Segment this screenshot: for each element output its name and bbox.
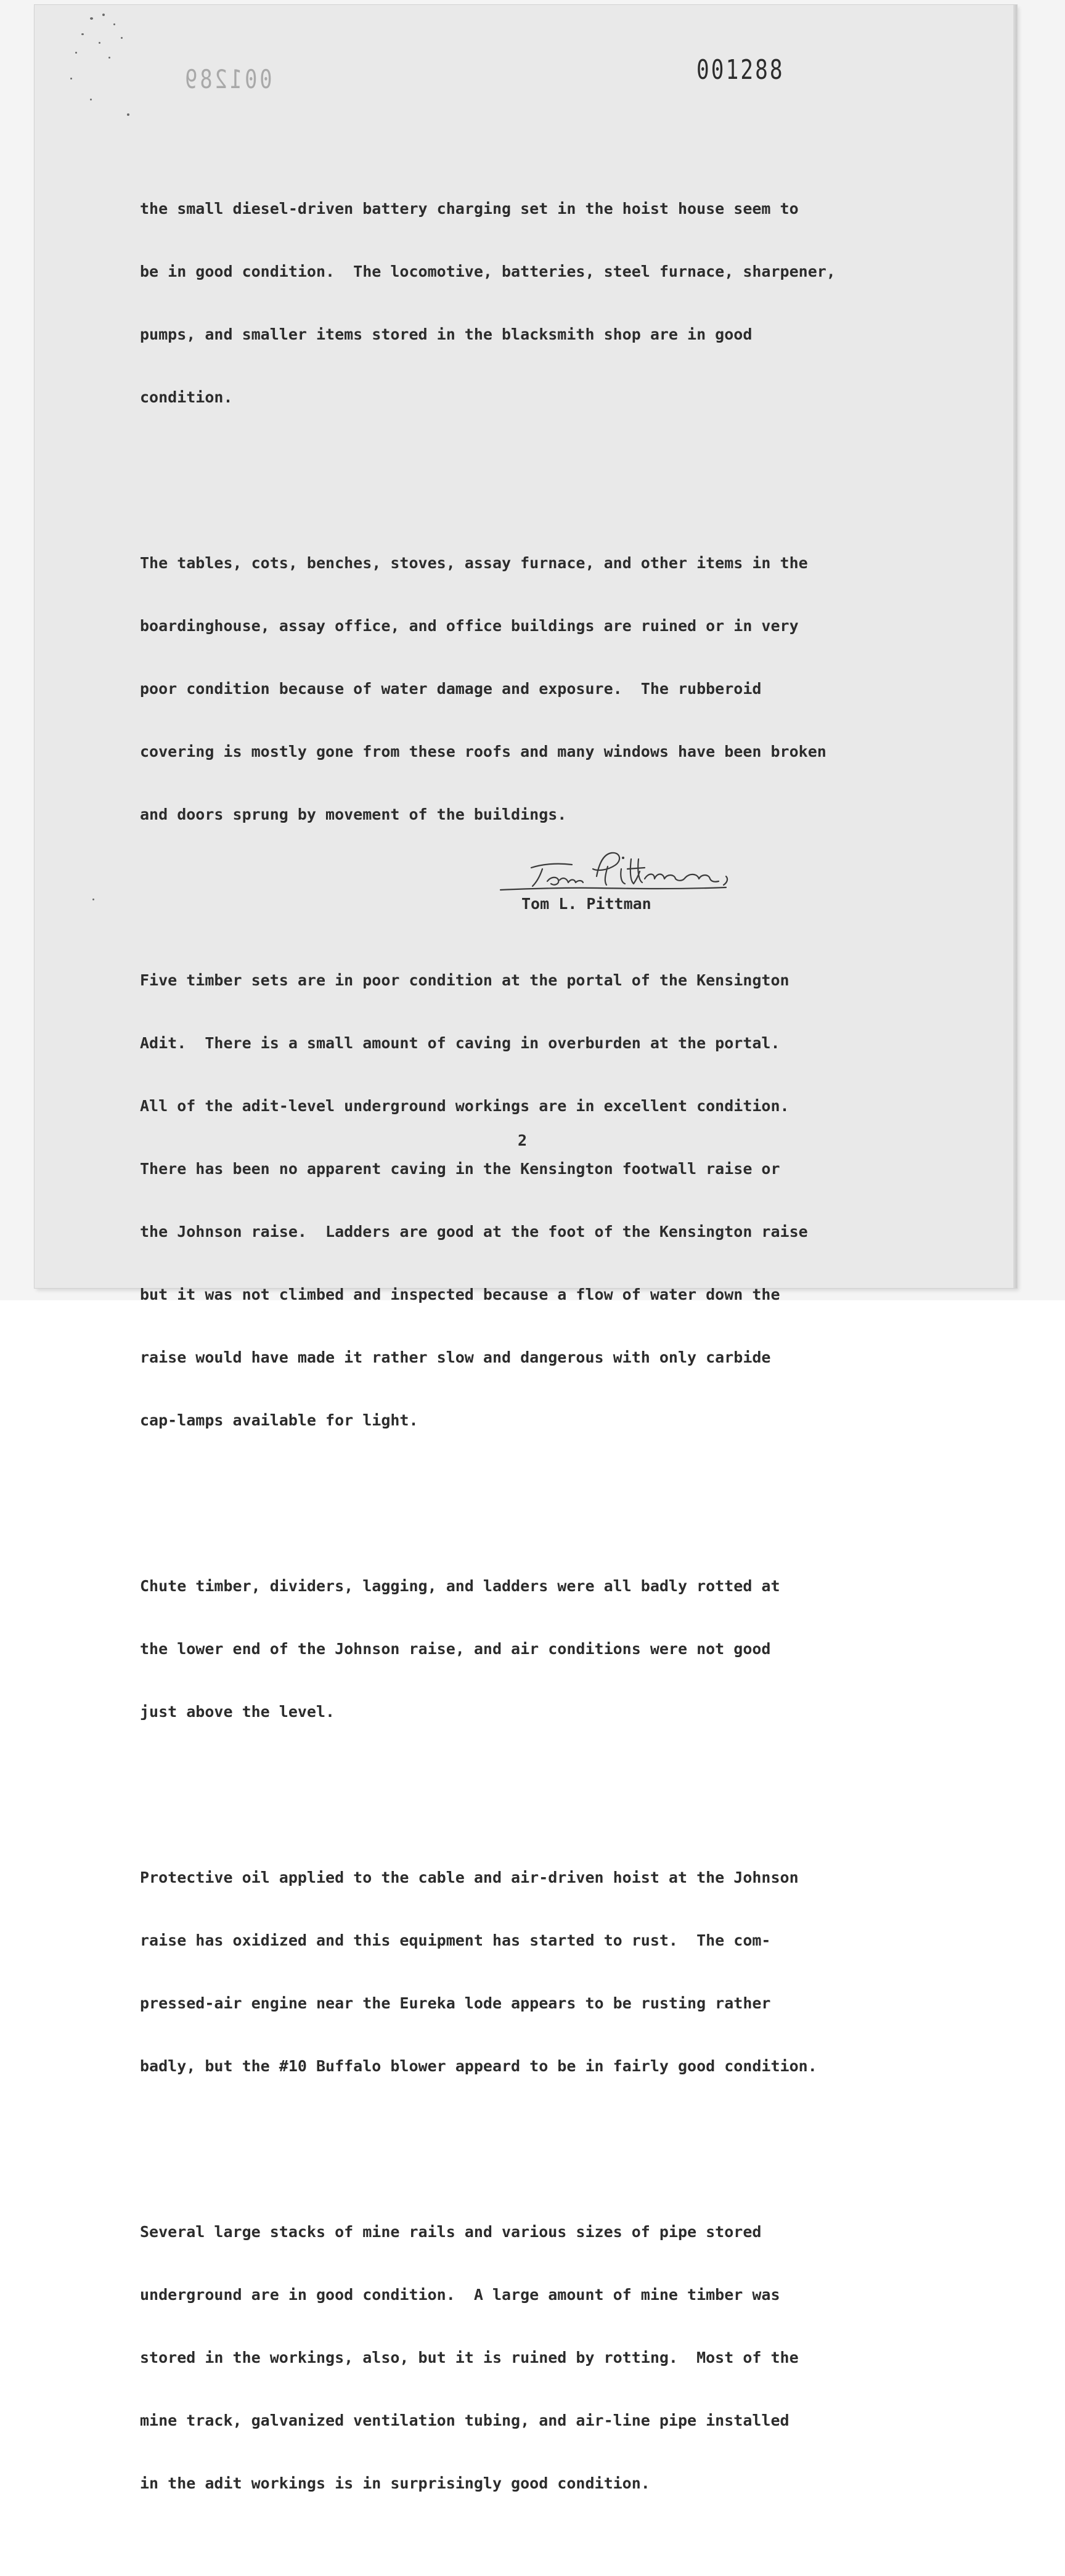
scan-speck [99, 42, 100, 44]
scan-speck [127, 113, 129, 116]
paragraph [140, 511, 941, 867]
text-line: in the adit workings is in surprisingly good condition. [140, 2474, 650, 2492]
text-line: pumps, and smaller items stored in the blacksmith shop are in good [140, 325, 753, 343]
scan-speck [92, 899, 94, 900]
bleed-through-number: 001289 [182, 64, 272, 94]
text-line: the lower end of the Johnson raise, and air conditions were not good [140, 1640, 771, 1658]
document-number: 001288 [696, 54, 785, 86]
text-line: condition. [140, 388, 233, 406]
paragraph [140, 1825, 941, 2119]
text-line: just above the level. [140, 1703, 335, 1721]
text-line: covering is mostly gone from these roofs and many windows have been broken [140, 743, 826, 760]
text-line: the small diesel-driven battery charging set in the hoist house seem to [140, 200, 799, 218]
text-line: Protective oil applied to the cable and air-driven hoist at the Johnson [140, 1869, 799, 1886]
scan-speck [113, 23, 115, 25]
text-line: badly, but the #10 Buffalo blower appeard to be in fairly good condition. [140, 2057, 817, 2075]
text-line: mine track, galvanized ventilation tubing, and air-line pipe installed [140, 2411, 790, 2429]
text-line: All of the adit-level underground workings are in excellent condition. [140, 1097, 790, 1115]
scan-speck [102, 14, 105, 16]
text-line: boardinghouse, assay office, and office buildings are ruined or in very [140, 617, 799, 635]
text-line: Adit. There is a small amount of caving in overburden at the portal. [140, 1034, 780, 1052]
text-line: Several large stacks of mine rails and various sizes of pipe stored [140, 2223, 762, 2241]
text-line: cap-lamps available for light. [140, 1411, 418, 1429]
scan-speck [90, 99, 92, 100]
text-line: the Johnson raise. Ladders are good at the foot of the Kensington raise [140, 1223, 808, 1241]
text-line: Five timber sets are in poor condition at the portal of the Kensington [140, 971, 790, 989]
paragraph [140, 157, 941, 450]
text-line: be in good condition. The locomotive, batteries, steel furnace, sharpener, [140, 263, 836, 280]
scan-speck [81, 33, 84, 35]
text-line: underground are in good condition. A large amount of mine timber was [140, 2286, 780, 2304]
handwritten-signature [493, 844, 789, 900]
text-line: Chute timber, dividers, lagging, and ladders were all badly rotted at [140, 1577, 780, 1595]
body-text [140, 115, 941, 2576]
text-line: poor condition because of water damage and exposure. The rubberoid [140, 680, 762, 698]
scan-speck [90, 17, 93, 20]
paragraph [140, 1534, 941, 1764]
signer-name: Tom L. Pittman [521, 895, 651, 913]
text-line: There has been no apparent caving in the Kensington footwall raise or [140, 1160, 780, 1178]
text-line: and doors sprung by movement of the buildings. [140, 805, 567, 823]
scan-speck [121, 37, 123, 39]
paragraph [140, 928, 941, 1473]
scan-speck [70, 78, 72, 79]
text-line: raise would have made it rather slow and dangerous with only carbide [140, 1348, 771, 1366]
scan-speck [75, 52, 77, 54]
text-line: but it was not climbed and inspected because a flow of water down the [140, 1286, 780, 1303]
page-number: 2 [518, 1131, 528, 1149]
text-line: pressed-air engine near the Eureka lode appears to be rusting rather [140, 1994, 771, 2012]
text-line: The tables, cots, benches, stoves, assay furnace, and other items in the [140, 554, 808, 572]
text-line: stored in the workings, also, but it is ruined by rotting. Most of the [140, 2349, 799, 2366]
paragraph [140, 2180, 941, 2536]
scan-speck [108, 57, 110, 59]
text-line: raise has oxidized and this equipment has started to rust. The com- [140, 1931, 771, 1949]
